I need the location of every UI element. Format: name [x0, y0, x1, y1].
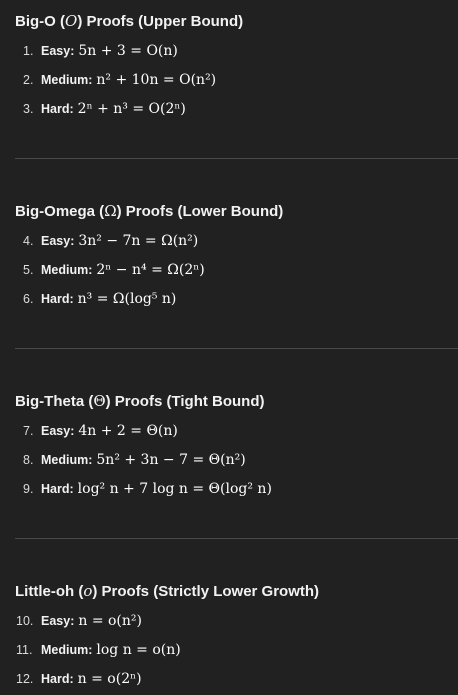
- title-suffix: ) Proofs (Upper Bound): [77, 13, 244, 30]
- math-expression: 3n² − 7n = Ω(n²): [78, 233, 199, 249]
- math-expression: n = o(n²): [78, 613, 142, 629]
- list-item: [15, 37, 458, 66]
- list-item: [15, 665, 458, 694]
- item-number: 5.: [23, 263, 34, 277]
- math-expression: n = o(2ⁿ): [77, 671, 142, 687]
- list-item: [15, 417, 458, 446]
- list-item: [15, 95, 458, 124]
- title-suffix: ) Proofs (Lower Bound): [116, 203, 284, 220]
- item-number: 3.: [23, 102, 34, 116]
- difficulty-label: Medium:: [41, 263, 93, 277]
- difficulty-label: Hard:: [41, 672, 74, 686]
- difficulty-label: Hard:: [41, 102, 74, 116]
- title-suffix: ) Proofs (Strictly Lower Growth): [92, 583, 320, 600]
- title-symbol: Ω: [104, 202, 117, 220]
- difficulty-label: Medium:: [41, 453, 93, 467]
- problem-list: [15, 417, 458, 504]
- section-big-omega: [15, 201, 458, 314]
- title-prefix: Big-Theta (: [15, 393, 94, 410]
- list-item: [15, 256, 458, 285]
- item-number: 6.: [23, 292, 34, 306]
- difficulty-label: Medium:: [41, 73, 93, 87]
- title-prefix: Little-oh (: [15, 583, 84, 600]
- item-number: 9.: [23, 482, 34, 496]
- item-number: 4.: [23, 234, 34, 248]
- difficulty-label: Hard:: [41, 292, 74, 306]
- title-symbol: o: [83, 582, 93, 600]
- section-divider: [15, 158, 458, 159]
- section-big-theta: [15, 391, 458, 504]
- section-divider: [15, 348, 458, 349]
- problem-list: [15, 607, 458, 694]
- item-number: 2.: [23, 73, 34, 87]
- difficulty-label: Easy:: [41, 614, 75, 628]
- math-expression: 2ⁿ + n³ = O(2ⁿ): [77, 101, 186, 117]
- title-prefix: Big-Omega (: [15, 203, 105, 220]
- item-number: 7.: [23, 424, 34, 438]
- section-title: [15, 11, 458, 31]
- list-item: [15, 285, 458, 314]
- math-expression: 5n + 3 = O(n): [78, 43, 178, 59]
- list-item: [15, 475, 458, 504]
- math-expression: n² + 10n = O(n²): [96, 72, 217, 88]
- math-expression: log² n + 7 log n = Θ(log² n): [77, 481, 272, 497]
- section-title: [15, 201, 458, 221]
- math-expression: 5n² + 3n − 7 = Θ(n²): [96, 452, 246, 468]
- title-prefix: Big-O (: [15, 13, 65, 30]
- section-big-o: [15, 11, 458, 124]
- list-item: [15, 446, 458, 475]
- problem-list: [15, 227, 458, 314]
- difficulty-label: Easy:: [41, 234, 75, 248]
- section-title: [15, 391, 458, 411]
- difficulty-label: Easy:: [41, 44, 75, 58]
- title-symbol: O: [65, 12, 78, 30]
- difficulty-label: Easy:: [41, 424, 75, 438]
- title-symbol: Θ: [93, 392, 106, 410]
- item-number: 8.: [23, 453, 34, 467]
- section-title: [15, 581, 458, 601]
- list-item: [15, 636, 458, 665]
- problem-list: [15, 37, 458, 124]
- title-suffix: ) Proofs (Tight Bound): [105, 393, 265, 410]
- math-expression: 4n + 2 = Θ(n): [78, 423, 178, 439]
- item-number: 1.: [23, 44, 34, 58]
- math-expression: n³ = Ω(log⁵ n): [77, 291, 177, 307]
- math-expression: 2ⁿ − n⁴ = Ω(2ⁿ): [96, 262, 205, 278]
- item-number: 10.: [16, 614, 34, 628]
- list-item: [15, 66, 458, 95]
- difficulty-label: Hard:: [41, 482, 74, 496]
- section-divider: [15, 538, 458, 539]
- item-number: 11.: [16, 643, 33, 657]
- section-little-oh: [15, 581, 458, 694]
- math-expression: log n = o(n): [96, 642, 181, 658]
- difficulty-label: Medium:: [41, 643, 93, 657]
- item-number: 12.: [16, 672, 34, 686]
- list-item: [15, 227, 458, 256]
- list-item: [15, 607, 458, 636]
